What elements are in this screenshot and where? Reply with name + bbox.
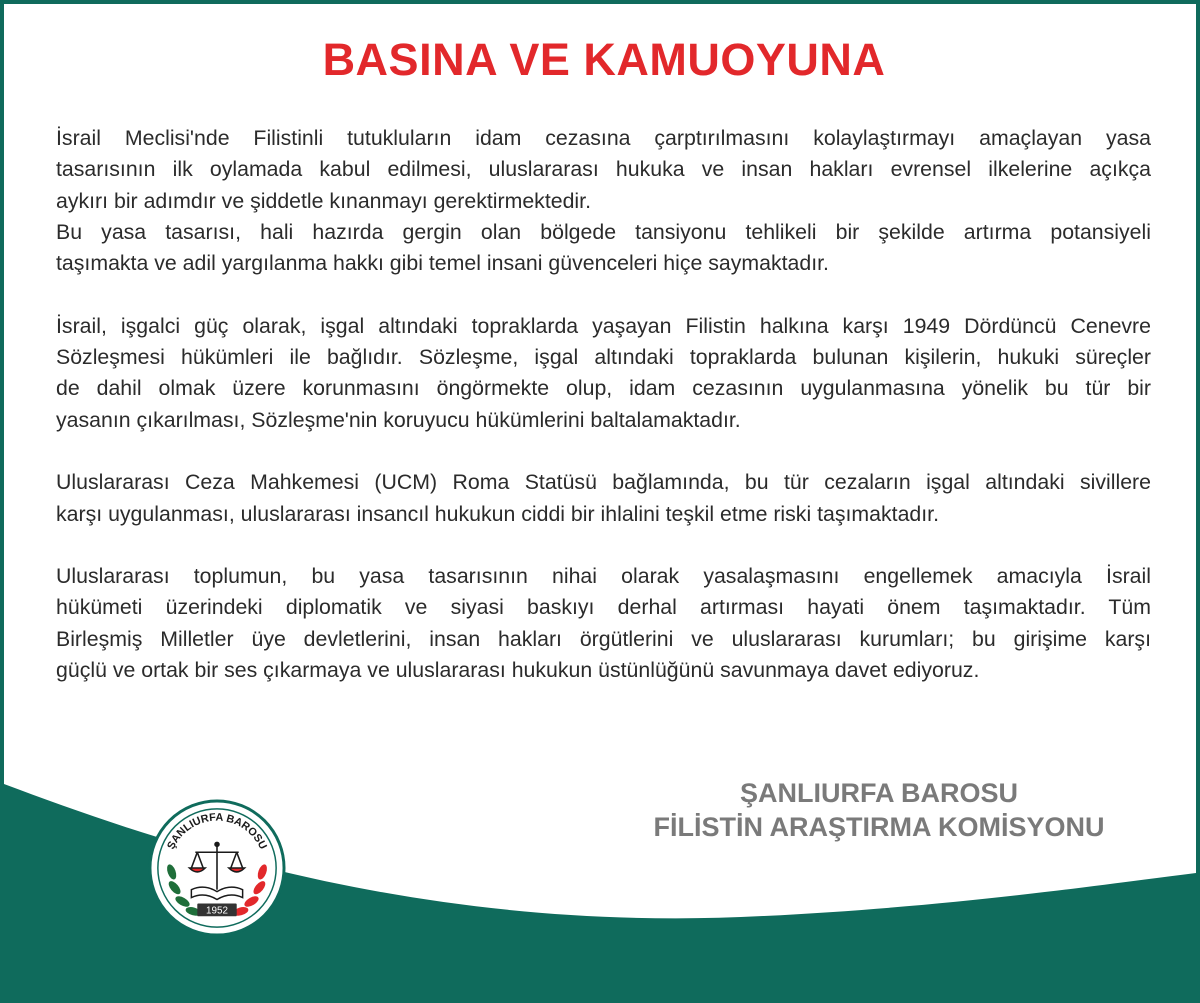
signature-block bbox=[644, 776, 1114, 844]
text-line: Sözleşmesi hükümleri ile bağlıdır. Sözleşme, işgal altındaki topraklarda bulunan kişilerin, hukuki süreçler bbox=[56, 345, 1151, 370]
paragraph-3 bbox=[56, 467, 1151, 530]
paragraph-gap bbox=[56, 279, 1151, 310]
text-line: de dahil olmak üzere korunmasını öngörmekte olup, idam cezasının uygulanmasına yönelik bu tür bir bbox=[56, 376, 1151, 401]
bar-association-logo bbox=[148, 799, 286, 937]
page-title: BASINA VE KAMUOYUNA bbox=[322, 34, 886, 85]
text-line: yasanın çıkarılması, Sözleşme'nin koruyucu hükümlerini baltalamaktadır. bbox=[56, 407, 741, 432]
paragraph-4 bbox=[56, 561, 1151, 686]
text-line: Uluslararası Ceza Mahkemesi (UCM) Roma Statüsü bağlamında, bu tür cezaların işgal altındaki sivillere bbox=[56, 470, 1151, 495]
text-line: taşımakta ve adil yargılanma hakkı gibi temel insani güvenceleri hiçe saymaktadır. bbox=[56, 251, 829, 276]
paragraph-1 bbox=[56, 123, 1151, 279]
signature-org: ŞANLIURFA BAROSU bbox=[739, 778, 1018, 808]
text-line: Birleşmiş Milletler üye devletlerini, insan hakları örgütlerini ve uluslararası kurumları; bu girişime karşı bbox=[56, 626, 1151, 651]
paragraph-gap bbox=[56, 530, 1151, 561]
text-line: Bu yasa tasarısı, hali hazırda gergin olan bölgede tansiyonu tehlikeli bir şekilde artırma potansiyeli bbox=[56, 219, 1151, 244]
text-line: güçlü ve ortak bir ses çıkarmaya ve uluslararası hukukun üstünlüğünü savunmaya davet ediyoruz. bbox=[56, 658, 980, 683]
paragraph-2 bbox=[56, 311, 1151, 436]
text-line: aykırı bir adımdır ve şiddetle kınanmayı gerektirmektedir. bbox=[56, 188, 592, 213]
text-line: tasarısının ilk oylamada kabul edilmesi, uluslararası hukuka ve insan hakları evrensel ilkelerine açıkça bbox=[56, 157, 1151, 182]
logo-ring-text: ŞANLIURFA BAROSU bbox=[165, 811, 269, 852]
text-line: Uluslararası toplumun, bu yasa tasarısının nihai olarak yasalaşmasını engellemek amacıyla İsrail bbox=[56, 564, 1151, 589]
signature-commission: FİLİSTİN ARAŞTIRMA KOMİSYONU bbox=[653, 812, 1105, 842]
text-line: İsrail, işgalci güç olarak, işgal altındaki topraklarda yaşayan Filistin halkına karşı 1949 Dördüncü Cenevre bbox=[56, 313, 1151, 338]
text-line: İsrail Meclisi'nde Filistinli tutukluların idam cezasına çarptırılmasını kolaylaştırmayı amaçlayan yasa bbox=[56, 126, 1151, 150]
text-line: hükümeti üzerindeki diplomatik ve siyasi baskıyı derhal artırması hayati önem taşımaktadır. Tüm bbox=[56, 595, 1151, 620]
paragraph-gap bbox=[56, 436, 1151, 467]
text-line: karşı uygulanması, uluslararası insancıl hukukun ciddi bir ihlalini teşkil etme riski taşımaktadır. bbox=[56, 501, 940, 526]
statement-body bbox=[56, 123, 1151, 686]
founding-year: 1952 bbox=[206, 905, 228, 917]
